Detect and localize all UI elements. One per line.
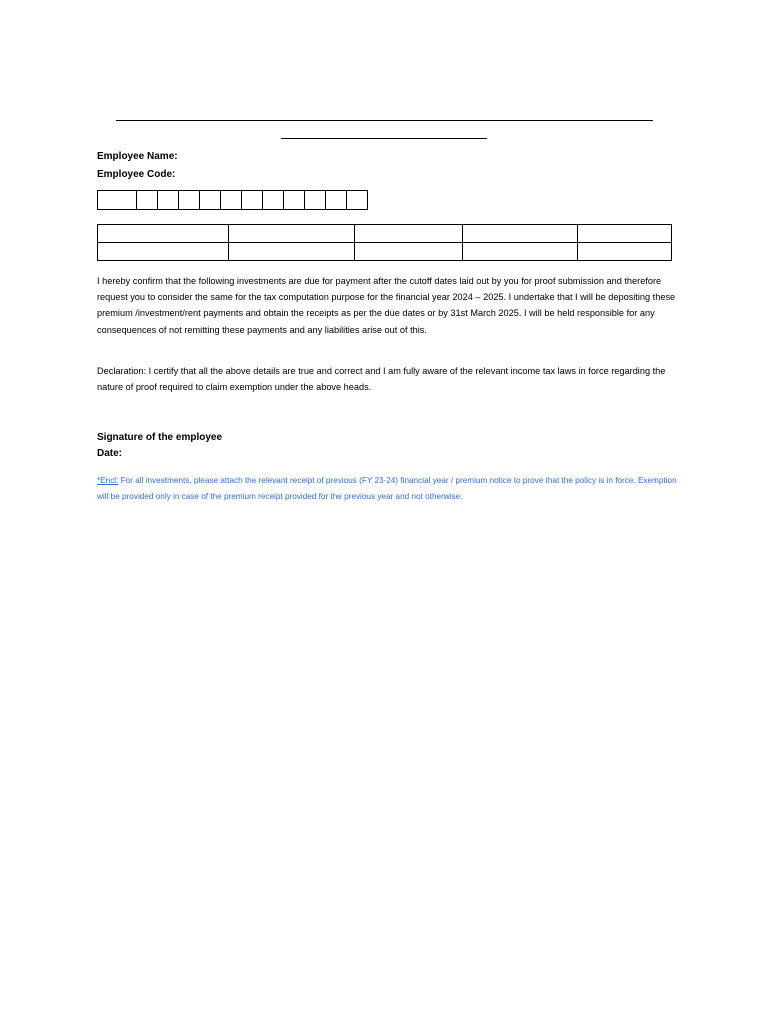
- date-label: Date:: [97, 448, 123, 459]
- table-cell[interactable]: [578, 243, 672, 261]
- confirmation-paragraph: I hereby confirm that the following investments are due for payment after the cutoff dates laid out by you for proof submission and therefore request you to consider the same for the tax computation purpose for the financial year 2024 – 2025. I undertake that I will be depositing these premium /investment/rent payments and obtain the receipts as per the due dates or by 31st March 2025. I will be held responsible for any consequences of not remitting these payments and any liabilities arise out of this.: [97, 276, 676, 335]
- employee-code-boxes[interactable]: [97, 190, 368, 210]
- code-box[interactable]: [178, 190, 200, 210]
- signature-label: Signature of the employee: [97, 432, 223, 443]
- code-box[interactable]: [325, 190, 347, 210]
- code-box[interactable]: [262, 190, 284, 210]
- code-box[interactable]: [220, 190, 242, 210]
- table-cell[interactable]: [229, 225, 355, 243]
- table-cell[interactable]: [463, 225, 578, 243]
- table-cell[interactable]: [578, 225, 672, 243]
- table-cell[interactable]: [229, 243, 355, 261]
- declaration-paragraph: Declaration: I certify that all the above details are true and correct and I am fully aware of the relevant income tax laws in force regarding the nature of proof required to claim exemption under the above heads.: [97, 366, 666, 393]
- subtitle-underline: [281, 138, 487, 139]
- table-cell[interactable]: [98, 243, 229, 261]
- table-cell[interactable]: [355, 225, 463, 243]
- code-box[interactable]: [283, 190, 305, 210]
- code-box[interactable]: [157, 190, 179, 210]
- code-box[interactable]: [241, 190, 263, 210]
- table-cell[interactable]: [355, 243, 463, 261]
- enclosure-text: For all investments, please attach the relevant receipt of previous (FY 23-24) financial year / premium notice to prove that the policy is in force. Exemption will be provided only in case of the premium receipt provided for the previous year and not otherwise.: [97, 476, 677, 502]
- code-box[interactable]: [346, 190, 368, 210]
- table-cell[interactable]: [98, 225, 229, 243]
- investment-table: [97, 224, 672, 261]
- code-box[interactable]: [199, 190, 221, 210]
- table-cell[interactable]: [463, 243, 578, 261]
- code-box[interactable]: [97, 190, 137, 210]
- employee-name-label: Employee Name:: [97, 151, 178, 162]
- employee-code-label: Employee Code:: [97, 169, 176, 180]
- enclosure-note: [97, 473, 687, 506]
- code-box[interactable]: [304, 190, 326, 210]
- table-row: [98, 225, 672, 243]
- title-underline: [116, 120, 653, 121]
- enclosure-prefix: *Encl:: [97, 476, 119, 485]
- code-box[interactable]: [136, 190, 158, 210]
- table-row: [98, 243, 672, 261]
